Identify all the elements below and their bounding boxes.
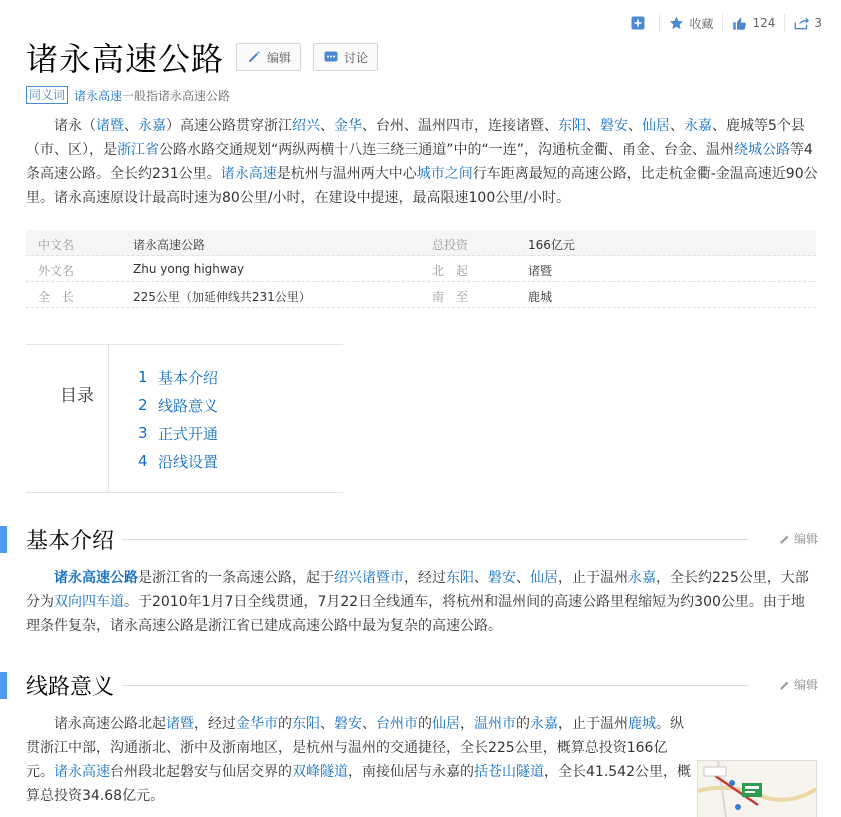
inline-link[interactable]: 台州市: [376, 716, 418, 732]
paragraph-text: ，止于温州: [558, 716, 628, 732]
share-count: 3: [814, 16, 822, 30]
plus-square-icon: [631, 16, 645, 30]
info-value: 225公里（加延伸线共231公里）: [133, 290, 311, 304]
paragraph-text: ，经过: [404, 570, 446, 586]
share-button[interactable]: [784, 14, 831, 32]
paragraph-text: 的: [418, 716, 432, 732]
section-paragraph-significance: [26, 712, 694, 808]
catalog-item[interactable]: [138, 391, 218, 419]
paragraph-text: 诸永高速公路北起: [54, 716, 166, 732]
info-value: 166亿元: [528, 238, 575, 252]
paragraph-text: 、: [320, 716, 334, 732]
paragraph-text: 、鹿城等5个县（市、区），是: [26, 118, 805, 158]
info-key: 总投资: [432, 238, 469, 252]
inline-link[interactable]: 诸暨: [166, 716, 194, 732]
paragraph-text: 、: [320, 118, 334, 134]
paragraph-text: 台州段北起磐安与仙居交界的: [110, 764, 292, 780]
catalog-item[interactable]: [138, 447, 218, 475]
star-icon: [669, 16, 684, 30]
discuss-button-label: 讨论: [344, 50, 369, 65]
paragraph-text: 、: [362, 716, 376, 732]
section-paragraph-basic: [26, 566, 818, 638]
inline-link[interactable]: 东阳: [446, 570, 474, 586]
info-value-link[interactable]: 诸永高速公路: [133, 238, 206, 252]
catalog: [26, 344, 343, 493]
catalog-item-number: 3: [138, 424, 148, 442]
inline-link[interactable]: 诸暨: [96, 118, 124, 134]
collect-label: 收藏: [689, 16, 714, 31]
section-title: 基本介绍: [26, 524, 122, 555]
inline-link[interactable]: 双向四车道: [54, 594, 124, 610]
catalog-item-label: 线路意义: [158, 396, 219, 415]
inline-link[interactable]: 绍兴: [292, 118, 320, 134]
title-row: [26, 34, 378, 80]
like-count: 124: [752, 16, 776, 30]
paragraph-text: 、台州、温州四市，连接诸暨、: [362, 118, 558, 134]
paragraph-text: 。纵贯浙江中部，沟通浙北、浙中及浙南地区，是杭州与温州的交通捷径，全长225公里，概算总投资166亿元。: [26, 716, 684, 780]
discuss-button[interactable]: [313, 43, 378, 71]
paragraph-text: 的: [278, 716, 292, 732]
paragraph-text: 。于2010年1月7日全线贯通，7月22日全线通车，将杭州和温州间的高速公路里程缩短为约300公里。由于地理条件复杂，诸永高速公路是浙江省已建成高速公路中最为复杂的高速公路。: [26, 594, 805, 634]
synonym-line: [26, 86, 230, 104]
inline-link[interactable]: 东阳: [558, 118, 586, 134]
section-accent-bar: [0, 672, 7, 699]
paragraph-text: 是浙江省的一条高速公路，起于: [138, 570, 334, 586]
catalog-item-number: 2: [138, 396, 148, 414]
inline-link[interactable]: 仙居: [642, 118, 670, 134]
inline-link[interactable]: 城市之间: [416, 166, 473, 182]
paragraph-text: 、: [124, 118, 138, 134]
info-key: 南 至: [432, 290, 469, 304]
edit-button[interactable]: [236, 43, 301, 71]
thumbs-up-icon: [732, 16, 747, 31]
paragraph-text: ，全长41.542公里，概算总投资34.68亿元。: [26, 764, 691, 804]
info-value: 鹿城: [528, 290, 553, 304]
paragraph-text: 、: [474, 570, 488, 586]
inline-link[interactable]: 金华: [334, 118, 362, 134]
paragraph-text: 诸永（: [54, 118, 96, 134]
inline-link[interactable]: 仙居: [432, 716, 460, 732]
info-row: [26, 256, 816, 282]
paragraph-text: ，: [460, 716, 474, 732]
pencil-icon: [779, 679, 791, 691]
catalog-item-label: 基本介绍: [158, 368, 219, 387]
pencil-icon: [779, 533, 791, 545]
inline-link[interactable]: 磐安: [600, 118, 628, 134]
paragraph-text: 、: [586, 118, 600, 134]
inline-link[interactable]: 磐安: [334, 716, 362, 732]
info-key: 中文名: [38, 238, 75, 252]
route-map-thumbnail[interactable]: [697, 760, 817, 817]
like-button[interactable]: [722, 14, 784, 32]
paragraph-text: 等4条高速公路。全长约231公里。: [26, 142, 813, 182]
info-key: 外文名: [38, 264, 75, 278]
inline-link[interactable]: 东阳: [292, 716, 320, 732]
catalog-item-number: 1: [138, 368, 148, 386]
inline-link[interactable]: 绍兴诸暨市: [334, 570, 404, 586]
paragraph-text: ，经过: [194, 716, 236, 732]
section-edit-link[interactable]: [779, 530, 818, 547]
catalog-title-cell: [26, 345, 109, 492]
info-row: [26, 282, 816, 308]
paragraph-text: ，止于温州: [558, 570, 628, 586]
inline-link[interactable]: 双峰隧道: [292, 764, 348, 780]
info-row: [26, 230, 816, 256]
synonym-text: 一般指诸永高速公路: [122, 88, 231, 103]
catalog-item[interactable]: [138, 419, 218, 447]
page-title: 诸永高速公路: [26, 40, 225, 78]
paragraph-text: 、: [670, 118, 684, 134]
inline-link[interactable]: 磐安: [488, 570, 516, 586]
info-value: Zhu yong highway: [133, 262, 245, 276]
edit-button-label: 编辑: [267, 50, 292, 65]
section-divider: [120, 539, 748, 540]
paragraph-text: ，南接仙居与永嘉的: [348, 764, 474, 780]
paragraph-text: 行车距离最短的高速公路，比走杭金衢-金温高速近90公里。诸永高速原设计最高时速为80公里/小时，在建设中提速，最高限速100公里/小时。: [26, 166, 818, 206]
catalog-item-number: 4: [138, 452, 148, 470]
synonym-badge: 同义词: [26, 86, 68, 104]
section-divider: [120, 685, 748, 686]
section-header-significance: [0, 672, 818, 702]
catalog-item[interactable]: [138, 363, 218, 391]
synonym-link[interactable]: 诸永高速: [74, 88, 123, 103]
inline-link[interactable]: 永嘉: [628, 570, 656, 586]
inline-link[interactable]: 诸永高速公路: [54, 570, 138, 586]
route-map-image: [698, 761, 816, 817]
inline-link[interactable]: 永嘉: [684, 118, 712, 134]
inline-link[interactable]: 绕城公路: [734, 142, 791, 158]
paragraph-text: ，全长约225公里，大部分为: [26, 570, 809, 610]
inline-link[interactable]: 金华市: [236, 716, 278, 732]
paragraph-text: 是杭州与温州两大中心: [276, 166, 417, 182]
inline-link[interactable]: 括苍山隧道: [474, 764, 544, 780]
paragraph-text: 、: [628, 118, 642, 134]
paragraph-text: 、: [516, 570, 530, 586]
info-key: 北 起: [432, 264, 469, 278]
paragraph-text: 公路水路交通规划“两纵两横十八连三绕三通道”中的“一连”，沟通杭金衢、甬金、台金、温州: [159, 142, 735, 158]
chat-icon: [323, 49, 339, 65]
inline-link[interactable]: 浙江省: [117, 142, 159, 158]
section-edit-label: 编辑: [793, 532, 818, 546]
info-key: 全 长: [38, 290, 75, 304]
section-header-basic: [0, 526, 818, 556]
basic-info-table: [26, 230, 816, 308]
paragraph-text: ）高速公路贯穿浙江: [166, 118, 292, 134]
inline-link[interactable]: 诸永高速: [54, 764, 110, 780]
top-action-bar: [622, 14, 831, 32]
paragraph-text: 的: [516, 716, 530, 732]
catalog-list: [138, 363, 218, 475]
inline-link[interactable]: 永嘉: [530, 716, 558, 732]
catalog-item-label: 正式开通: [158, 424, 219, 443]
catalog-title: 目录: [60, 386, 94, 406]
section-edit-link[interactable]: [779, 676, 818, 693]
pencil-icon: [246, 49, 262, 65]
collect-button[interactable]: [659, 14, 722, 32]
add-to-list-button[interactable]: [622, 14, 659, 32]
section-edit-label: 编辑: [793, 678, 818, 692]
section-accent-bar: [0, 526, 7, 553]
summary-paragraph: [26, 114, 818, 210]
inline-link[interactable]: 鹿城: [628, 716, 656, 732]
inline-link[interactable]: 仙居: [530, 570, 558, 586]
inline-link[interactable]: 永嘉: [138, 118, 166, 134]
catalog-item-label: 沿线设置: [158, 452, 219, 471]
section-title: 线路意义: [26, 670, 122, 701]
inline-link[interactable]: 诸永高速: [220, 166, 277, 182]
share-icon: [794, 16, 809, 30]
info-value-link[interactable]: 诸暨: [528, 264, 553, 278]
inline-link[interactable]: 温州市: [474, 716, 516, 732]
